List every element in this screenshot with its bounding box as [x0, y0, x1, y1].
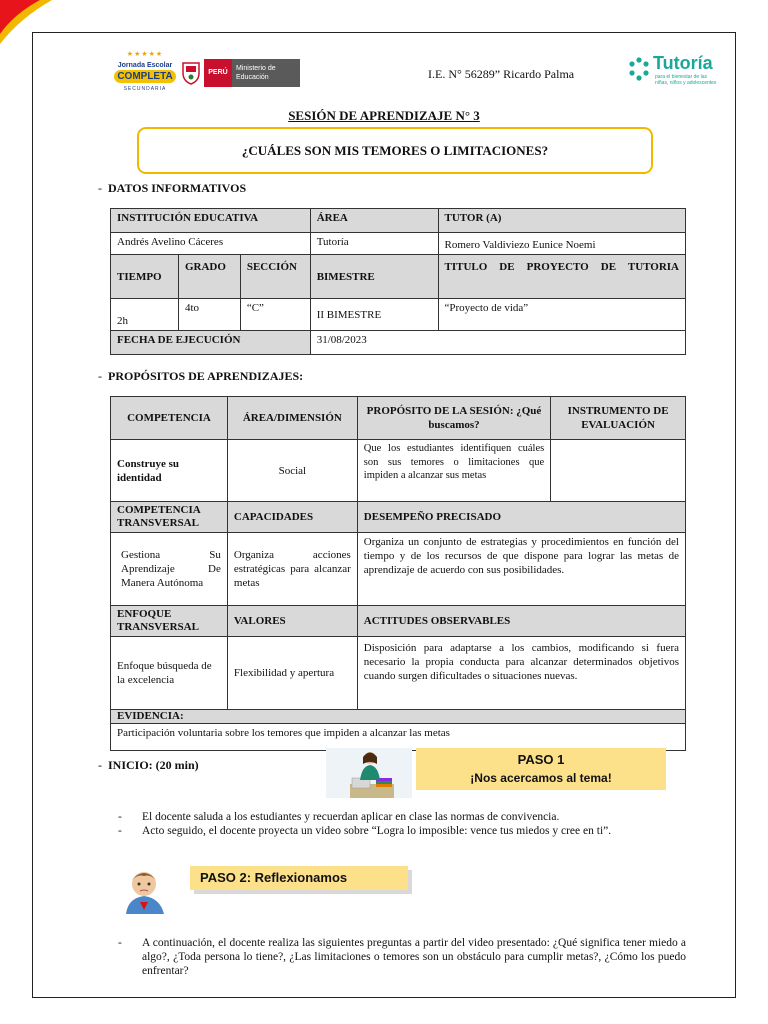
value-competencia-transversal: Gestiona Su Aprendizaje De Manera Autónoma: [111, 533, 228, 606]
value-seccion: “C”: [240, 299, 310, 331]
paso2-banner: PASO 2: Reflexionamos: [190, 866, 408, 890]
tutoria-tagline: para el bienestar de las niñas, niños y adolescentes: [655, 74, 717, 86]
header-competencia: COMPETENCIA: [111, 397, 228, 440]
jec-logo: [112, 50, 178, 96]
value-capacidades: Organiza acciones estratégicas para alcanzar metas: [227, 533, 357, 606]
header-fecha: FECHA DE EJECUCIÓN: [111, 331, 311, 355]
paso1-banner: [416, 748, 666, 790]
header-competencia-transversal: COMPETENCIA TRANSVERSAL: [111, 502, 228, 533]
value-bimestre: II BIMESTRE: [310, 299, 438, 331]
value-tiempo: 2h: [111, 299, 179, 331]
datos-heading-text: DATOS INFORMATIVOS: [108, 181, 247, 195]
tutoria-logo: [627, 55, 719, 87]
header-evidencia: EVIDENCIA:: [111, 710, 686, 724]
tutoria-word: Tutoría: [653, 53, 713, 73]
paso2-bullet-text: A continuación, el docente realiza las siguientes preguntas a partir del video presentado: ¿Qué significa tener miedo a algo?, ¿Toda persona lo tiene?, ¿Las limitaciones o temores son un obstáculo para cumplir metas?, ¿Cómo los puedo enfrentar?: [142, 937, 686, 977]
value-proposito: Que los estudiantes identifiquen cuáles son sus temores o limitaciones que impiden a alcanzar sus metas: [357, 440, 550, 502]
value-valores: Flexibilidad y apertura: [227, 637, 357, 710]
jec-logo-line1: Jornada Escolar: [117, 62, 173, 69]
header-titulo: TITULO DE PROYECTO DE TUTORIA: [438, 255, 686, 299]
value-institucion: Andrés Avelino Cáceres: [111, 233, 311, 255]
teacher-illustration: [326, 748, 412, 798]
value-instrumento: [551, 440, 686, 502]
header-valores: VALORES: [227, 606, 357, 637]
propositos-table: [110, 396, 686, 751]
datos-table: [110, 208, 686, 355]
minedu-country: PERÚ: [204, 59, 232, 87]
session-title: SESIÓN DE APRENDIZAJE N° 3: [288, 108, 480, 123]
inicio-bullet-1: El docente saluda a los estudiantes y recuerdan aplicar en clase las normas de convivencia.: [142, 811, 560, 823]
session-question: ¿CUÁLES SON MIS TEMORES O LIMITACIONES?: [137, 127, 653, 174]
shield-icon: [182, 61, 200, 85]
value-evidencia: Participación voluntaria sobre los temores que impiden a alcanzar las metas: [111, 724, 686, 751]
jec-logo-line2: COMPLETA: [114, 70, 176, 83]
header-tiempo: TIEMPO: [111, 255, 179, 299]
header-institucion: INSTITUCIÓN EDUCATIVA: [111, 209, 311, 233]
value-enfoque: Enfoque búsqueda de la excelencia: [111, 637, 228, 710]
inicio-bullets: [118, 810, 611, 838]
header-desempeno: DESEMPEÑO PRECISADO: [357, 502, 685, 533]
list-item: - Acto seguido, el docente proyecta un video sobre “Logra lo imposible: vence tus miedos y cree en ti”.: [118, 825, 612, 837]
paso1-subtitle: ¡Nos acercamos al tema!: [470, 771, 612, 785]
inicio-heading: - INICIO: (20 min): [98, 758, 199, 772]
header-tutor: TUTOR (A): [438, 209, 686, 233]
value-area-dimension: Social: [227, 440, 357, 502]
stars-icon: ★★★★★: [126, 50, 164, 58]
header-actitudes: ACTITUDES OBSERVABLES: [357, 606, 685, 637]
header-capacidades: CAPACIDADES: [227, 502, 357, 533]
paso2-bullet: - A continuación, el docente realiza las siguientes preguntas a partir del video presentado: ¿Qué significa tener miedo a algo?, ¿Toda persona lo tiene?, ¿Las limitaciones o temores son un obstáculo para cumplir metas?, ¿Cómo los puedo enfrentar?: [118, 937, 686, 977]
value-desempeno: Organiza un conjunto de estrategias y procedimientos en función del tiempo y de los recursos de que dispone para lograr las metas de aprendizaje de acuerdo con sus posibilidades.: [357, 533, 685, 606]
value-fecha: 31/08/2023: [310, 331, 685, 355]
propositos-heading: - PROPÓSITOS DE APRENDIZAJES:: [98, 369, 304, 383]
header-instrumento: INSTRUMENTO DE EVALUACIÓN: [551, 397, 686, 440]
value-actitudes: Disposición para adaptarse a los cambios, modificando si fuera necesario la propia conducta para alcanzar determinados objetivos cuando surgen dificultades o situaciones nuevas.: [357, 637, 685, 710]
minedu-ministry: Ministerio de Educación: [232, 59, 300, 87]
tutoria-dots-icon: [627, 57, 651, 81]
value-tutor: Romero Valdiviezo Eunice Noemi: [438, 233, 686, 255]
value-titulo: “Proyecto de vida”: [438, 299, 686, 331]
header-proposito: PROPÓSITO DE LA SESIÓN: ¿Qué buscamos?: [357, 397, 550, 440]
header-bimestre: BIMESTRE: [310, 255, 438, 299]
paso1-title: PASO 1: [517, 752, 565, 767]
list-item: - El docente saluda a los estudiantes y recuerdan aplicar en clase las normas de convivencia.: [118, 811, 560, 823]
value-area: Tutoría: [310, 233, 438, 255]
inicio-bullet-2: Acto seguido, el docente proyecta un video sobre “Logra lo imposible: vence tus miedos y cree en ti”.: [142, 825, 612, 837]
value-grado: 4to: [178, 299, 240, 331]
header-enfoque: ENFOQUE TRANSVERSAL: [111, 606, 228, 637]
minedu-logo: [182, 59, 300, 87]
boy-illustration: [104, 864, 186, 914]
header-grado: GRADO: [178, 255, 240, 299]
datos-heading: - DATOS INFORMATIVOS: [98, 181, 247, 195]
jec-logo-line3: SECUNDARIA: [123, 86, 167, 92]
header-area-dimension: ÁREA/DIMENSIÓN: [227, 397, 357, 440]
inicio-heading-text: INICIO: (20 min): [108, 758, 199, 772]
propositos-heading-text: PROPÓSITOS DE APRENDIZAJES:: [108, 369, 304, 383]
school-name: I.E. N° 56289” Ricardo Palma: [428, 67, 575, 81]
header-area: ÁREA: [310, 209, 438, 233]
value-competencia: Construye su identidad: [111, 440, 228, 502]
header-seccion: SECCIÓN: [240, 255, 310, 299]
